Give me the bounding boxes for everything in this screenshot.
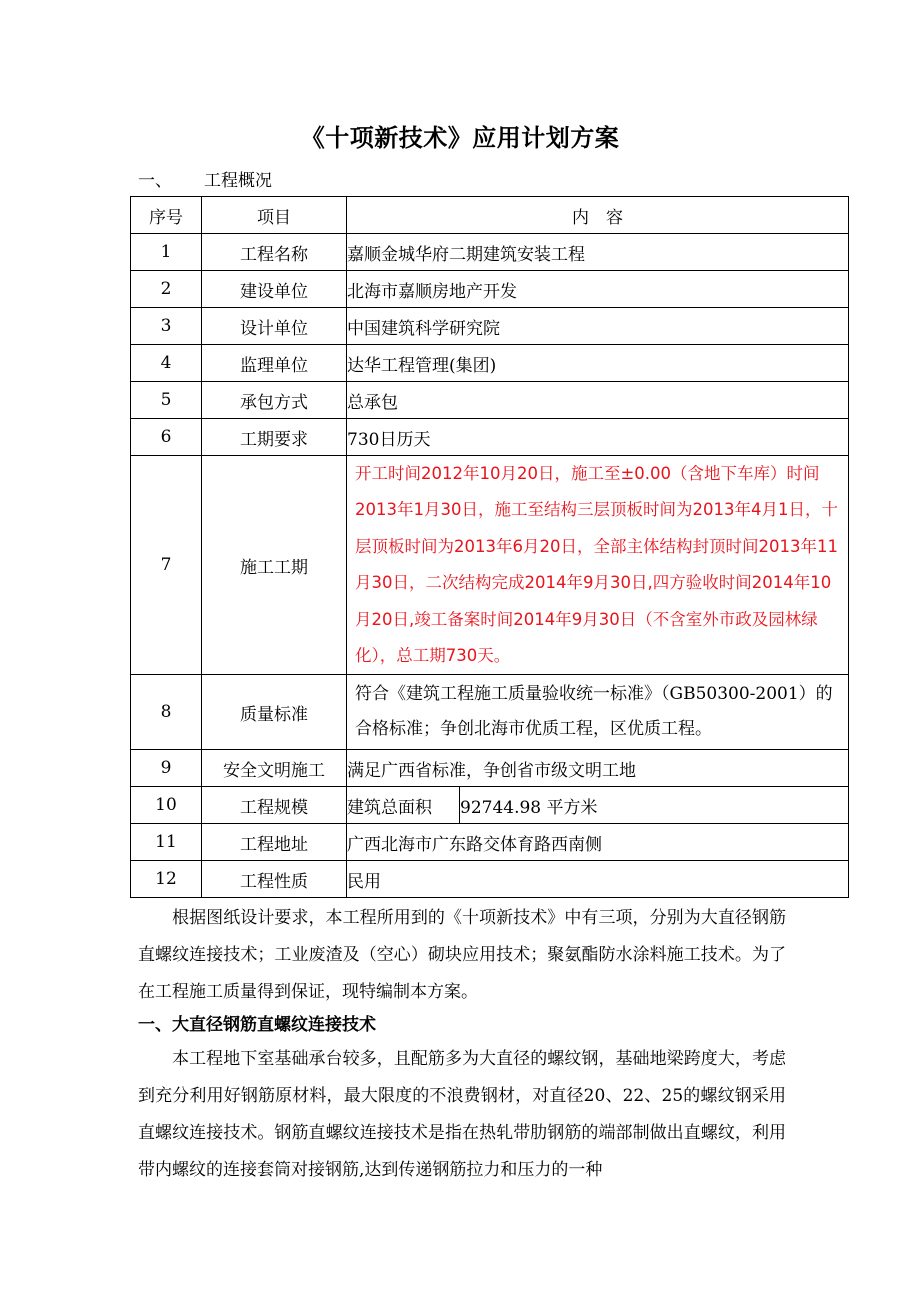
table-header-row [131,197,849,234]
table-row [131,456,849,675]
row-no: 8 [131,675,202,750]
row-no: 6 [131,419,202,456]
row-no: 1 [131,234,202,271]
row-content: 满足广西省标准，争创省市级文明工地 [347,750,849,787]
row-item: 工程地址 [202,824,347,861]
row-content: 达华工程管理(集团) [347,345,849,382]
header-content: 内 容 [347,197,849,234]
row-no: 2 [131,271,202,308]
project-overview-table [130,196,849,898]
row-content: 730日历天 [347,419,849,456]
section-title: 工程概况 [204,171,272,191]
table-row [131,750,849,787]
row-content: 民用 [347,861,849,898]
row-item: 建设单位 [202,271,347,308]
rebar-paragraph [138,1041,786,1189]
row-item: 安全文明施工 [202,750,347,787]
row-item: 施工工期 [202,456,347,675]
scale-label: 建筑总面积 [347,787,460,823]
row-no: 3 [131,308,202,345]
row-no: 10 [131,787,202,824]
row-item: 工程规模 [202,787,347,824]
row-item: 质量标准 [202,675,347,750]
table-row [131,419,849,456]
header-item: 项目 [202,197,347,234]
row-item: 设计单位 [202,308,347,345]
table-row [131,824,849,861]
scale-subtable [347,787,848,823]
row-no: 4 [131,345,202,382]
intro-paragraph [138,900,786,1011]
section-number: 一、 [138,171,172,191]
section-heading-rebar: 一、大直径钢筋直螺纹连接技术 [138,1015,376,1035]
document-title: 《十项新技术》应用计划方案 [300,124,620,152]
table-row [131,787,849,824]
rebar-paragraph-text: 本工程地下室基础承台较多，且配筋多为大直径的螺纹钢，基础地梁跨度大，考虑到充分利用好钢筋原材料，最大限度的不浪费钢材，对直径20、22、25的螺纹钢采用直螺纹连接技术。钢筋直螺纹连接技术是指在热轧带肋钢筋的端部制做出直螺纹，利用带内螺纹的连接套筒对接钢筋,达到传递钢筋拉力和压力的一种 [138,1049,786,1180]
row-item: 监理单位 [202,345,347,382]
quality-content: 符合《建筑工程施工质量验收统一标准》（GB50300-2001）的合格标准；争创北海市优质工程，区优质工程。 [347,675,849,750]
row-content: 总承包 [347,382,849,419]
row-no: 7 [131,456,202,675]
row-item: 工程名称 [202,234,347,271]
intro-paragraph-text: 根据图纸设计要求，本工程所用到的《十项新技术》中有三项，分别为大直径钢筋直螺纹连接技术；工业废渣及（空心）砌块应用技术；聚氨酯防水涂料施工技术。为了在工程施工质量得到保证，现特编制本方案。 [138,908,786,1002]
scale-value: 92744.98 平方米 [460,797,598,818]
row-content: 嘉顺金城华府二期建筑安装工程 [347,234,849,271]
row-no: 9 [131,750,202,787]
row-item: 承包方式 [202,382,347,419]
table-row [131,234,849,271]
table-row [131,382,849,419]
header-no: 序号 [131,197,202,234]
row-content: 广西北海市广东路交体育路西南侧 [347,824,849,861]
section-heading-overview [138,166,272,191]
table-row [131,345,849,382]
row-no: 12 [131,861,202,898]
row-content: 中国建筑科学研究院 [347,308,849,345]
scale-cell [347,787,849,824]
row-content: 北海市嘉顺房地产开发 [347,271,849,308]
schedule-content: 开工时间2012年10月20日，施工至±0.00（含地下车库）时间2013年1月30日，施工至结构三层顶板时间为2013年4月1日，十层顶板时间为2013年6月20日，全部主体结构封顶时间2013年11月30日，二次结构完成2014年9月30日,四方验收时间2014年10月20日,竣工备案时间2014年9月30日（不含室外市政及园林绿化），总工期730天。 [347,456,849,675]
row-item: 工程性质 [202,861,347,898]
table-row [131,675,849,750]
row-item: 工期要求 [202,419,347,456]
table-row [131,271,849,308]
table-row [131,861,849,898]
row-no: 5 [131,382,202,419]
table-row [131,308,849,345]
row-no: 11 [131,824,202,861]
